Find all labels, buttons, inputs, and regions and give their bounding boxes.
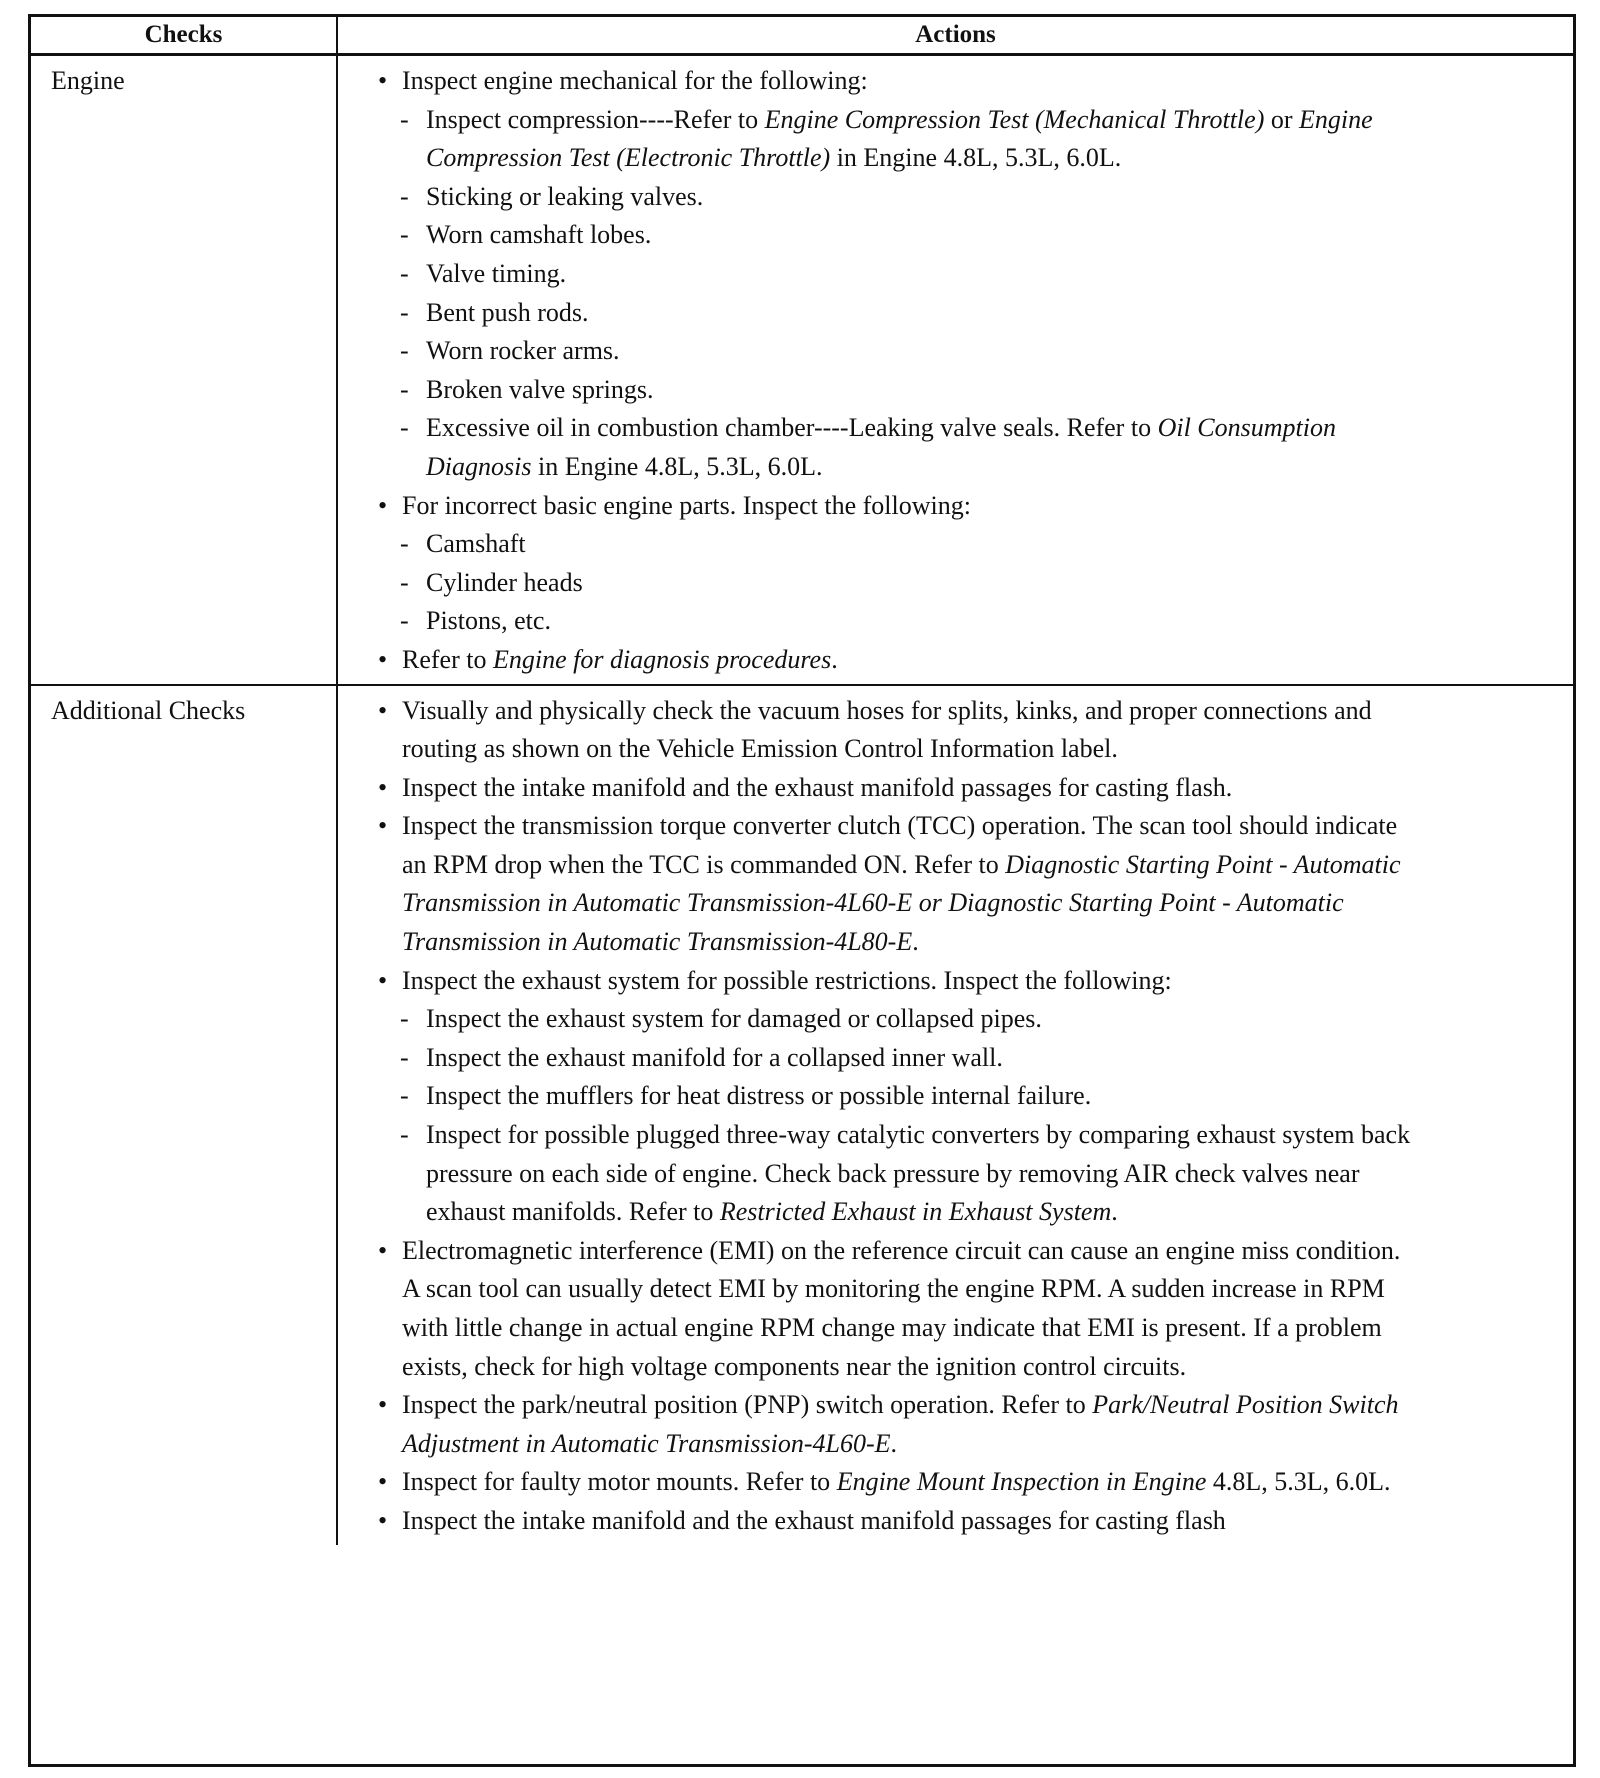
column-header-actions: Actions — [337, 17, 1573, 55]
action-text: . — [890, 1428, 897, 1458]
check-label-additional-checks: Additional Checks — [51, 695, 246, 725]
action-text: . — [831, 644, 838, 674]
action-sub-item — [378, 1116, 1573, 1232]
action-text: or — [1264, 104, 1300, 134]
action-text: Cylinder heads — [426, 567, 583, 597]
reference-link-text: Engine Compression Test (Electronic Throttle) — [426, 104, 1373, 173]
action-sub-item — [378, 332, 1573, 371]
reference-link-text: Oil Consumption Diagnosis — [426, 413, 1336, 481]
action-text: Excessive oil in combustion chamber----Leaking valve seals. Refer to — [426, 413, 1158, 443]
action-text: . — [1111, 1197, 1118, 1227]
check-label-engine: Engine — [51, 66, 125, 95]
action-bullet-item — [378, 962, 1573, 1001]
action-text: Inspect the transmission torque converter clutch (TCC) operation. The scan tool should indicate an RPM drop when the TCC is commanded ON. Refer to — [402, 811, 1398, 879]
action-bullet-item — [378, 769, 1573, 808]
action-sub-item — [378, 1039, 1573, 1078]
action-text: Inspect the intake manifold and the exhaust manifold passages for casting flash. — [402, 772, 1233, 802]
action-text: Inspect for possible plugged three-way catalytic converters by comparing exhaust system back pressure on each side of engine. Check back pressure by removing AIR check valves near exhaust manifolds. Refer to — [426, 1120, 1411, 1227]
action-sub-item — [378, 1000, 1573, 1039]
action-text: in Engine 4.8L, 5.3L, 6.0L. — [531, 451, 823, 481]
action-sub-item — [378, 255, 1573, 294]
action-text: Camshaft — [426, 529, 526, 559]
reference-link-text: Park/Neutral Position Switch Adjustment in Automatic Transmission-4L60-E — [402, 1390, 1399, 1458]
action-sub-item — [378, 101, 1573, 178]
action-sub-item — [378, 216, 1573, 255]
action-text: Inspect the exhaust manifold for a collapsed inner wall. — [426, 1042, 1003, 1072]
action-text: Inspect the exhaust system for possible restrictions. Inspect the following: — [402, 965, 1172, 995]
action-bullet-item — [378, 692, 1573, 769]
action-text: Sticking or leaking valves. — [426, 181, 704, 211]
action-bullet-item — [378, 1463, 1573, 1502]
action-text: Valve timing. — [426, 258, 567, 288]
action-sub-item — [378, 602, 1573, 641]
column-header-checks: Checks — [31, 17, 337, 55]
action-text: Bent push rods. — [426, 297, 589, 327]
reference-link-text: Restricted Exhaust in Exhaust System — [719, 1197, 1112, 1227]
action-bullet-item — [378, 1386, 1573, 1463]
action-text: Inspect for faulty motor mounts. Refer to — [402, 1467, 837, 1497]
action-sub-item — [378, 564, 1573, 603]
action-text: For incorrect basic engine parts. Inspect the following: — [402, 490, 971, 520]
table-header-row — [31, 17, 1573, 55]
action-text: Inspect the intake manifold and the exhaust manifold passages for casting flash — [402, 1505, 1226, 1535]
action-text: Worn camshaft lobes. — [426, 220, 652, 250]
actions-cell — [337, 685, 1573, 1545]
action-sub-item — [378, 294, 1573, 333]
action-bullet-item — [378, 487, 1573, 526]
action-text: Refer to — [402, 644, 493, 674]
diagnostic-checks-table — [31, 17, 1573, 1545]
action-text: Broken valve springs. — [426, 374, 654, 404]
actions-list-additional-checks — [338, 686, 1573, 1545]
action-bullet-item — [378, 807, 1573, 961]
reference-link-text: Engine Compression Test (Mechanical Throttle) — [764, 104, 1265, 134]
actions-cell — [337, 55, 1573, 685]
action-sub-item — [378, 409, 1573, 486]
action-bullet-item — [378, 641, 1573, 680]
checks-cell — [31, 685, 337, 1545]
action-text: Inspect the park/neutral position (PNP) switch operation. Refer to — [402, 1390, 1093, 1420]
action-text: Visually and physically check the vacuum hoses for splits, kinks, and proper connections and routing as shown on the Vehicle Emission Control Information label. — [402, 695, 1372, 764]
action-text: Inspect the exhaust system for damaged or collapsed pipes. — [426, 1004, 1042, 1034]
reference-link-text: Engine for diagnosis procedures — [492, 644, 832, 674]
action-text: Worn rocker arms. — [426, 336, 620, 366]
action-text: Inspect the mufflers for heat distress or possible internal failure. — [426, 1081, 1092, 1111]
diagnostic-table-container — [28, 14, 1576, 1767]
action-text: Pistons, etc. — [426, 606, 551, 636]
action-sub-item — [378, 371, 1573, 410]
action-text: in Engine 4.8L, 5.3L, 6.0L. — [830, 143, 1122, 173]
action-bullet-item — [378, 1502, 1573, 1541]
table-row-additional-checks — [31, 685, 1573, 1545]
action-text: 4.8L, 5.3L, 6.0L. — [1206, 1467, 1391, 1497]
action-sub-item — [378, 525, 1573, 564]
checks-cell — [31, 55, 337, 685]
action-text: . — [912, 927, 919, 957]
action-text: Electromagnetic interference (EMI) on the reference circuit can cause an engine miss condition. A scan tool can usually detect EMI by monitoring the engine RPM. A sudden increase in RPM with little change in actual engine RPM change may indicate that EMI is present. If a problem exists, check for high voltage components near the ignition control circuits. — [402, 1235, 1401, 1381]
action-bullet-item — [378, 1232, 1573, 1386]
action-sub-item — [378, 178, 1573, 217]
reference-link-text: Diagnostic Starting Point - Automatic Transmission in Automatic Transmission-4L60-E or Diagnostic Starting Point - Automatic Transmission in Automatic Transmission-4L80-E — [402, 849, 1401, 957]
action-bullet-item — [378, 62, 1573, 101]
action-text: Inspect compression----Refer to — [426, 104, 765, 134]
actions-list-engine — [338, 56, 1573, 684]
reference-link-text: Engine Mount Inspection in Engine — [836, 1467, 1207, 1497]
action-sub-item — [378, 1077, 1573, 1116]
table-row-engine — [31, 55, 1573, 685]
action-text: Inspect engine mechanical for the following: — [402, 66, 868, 95]
